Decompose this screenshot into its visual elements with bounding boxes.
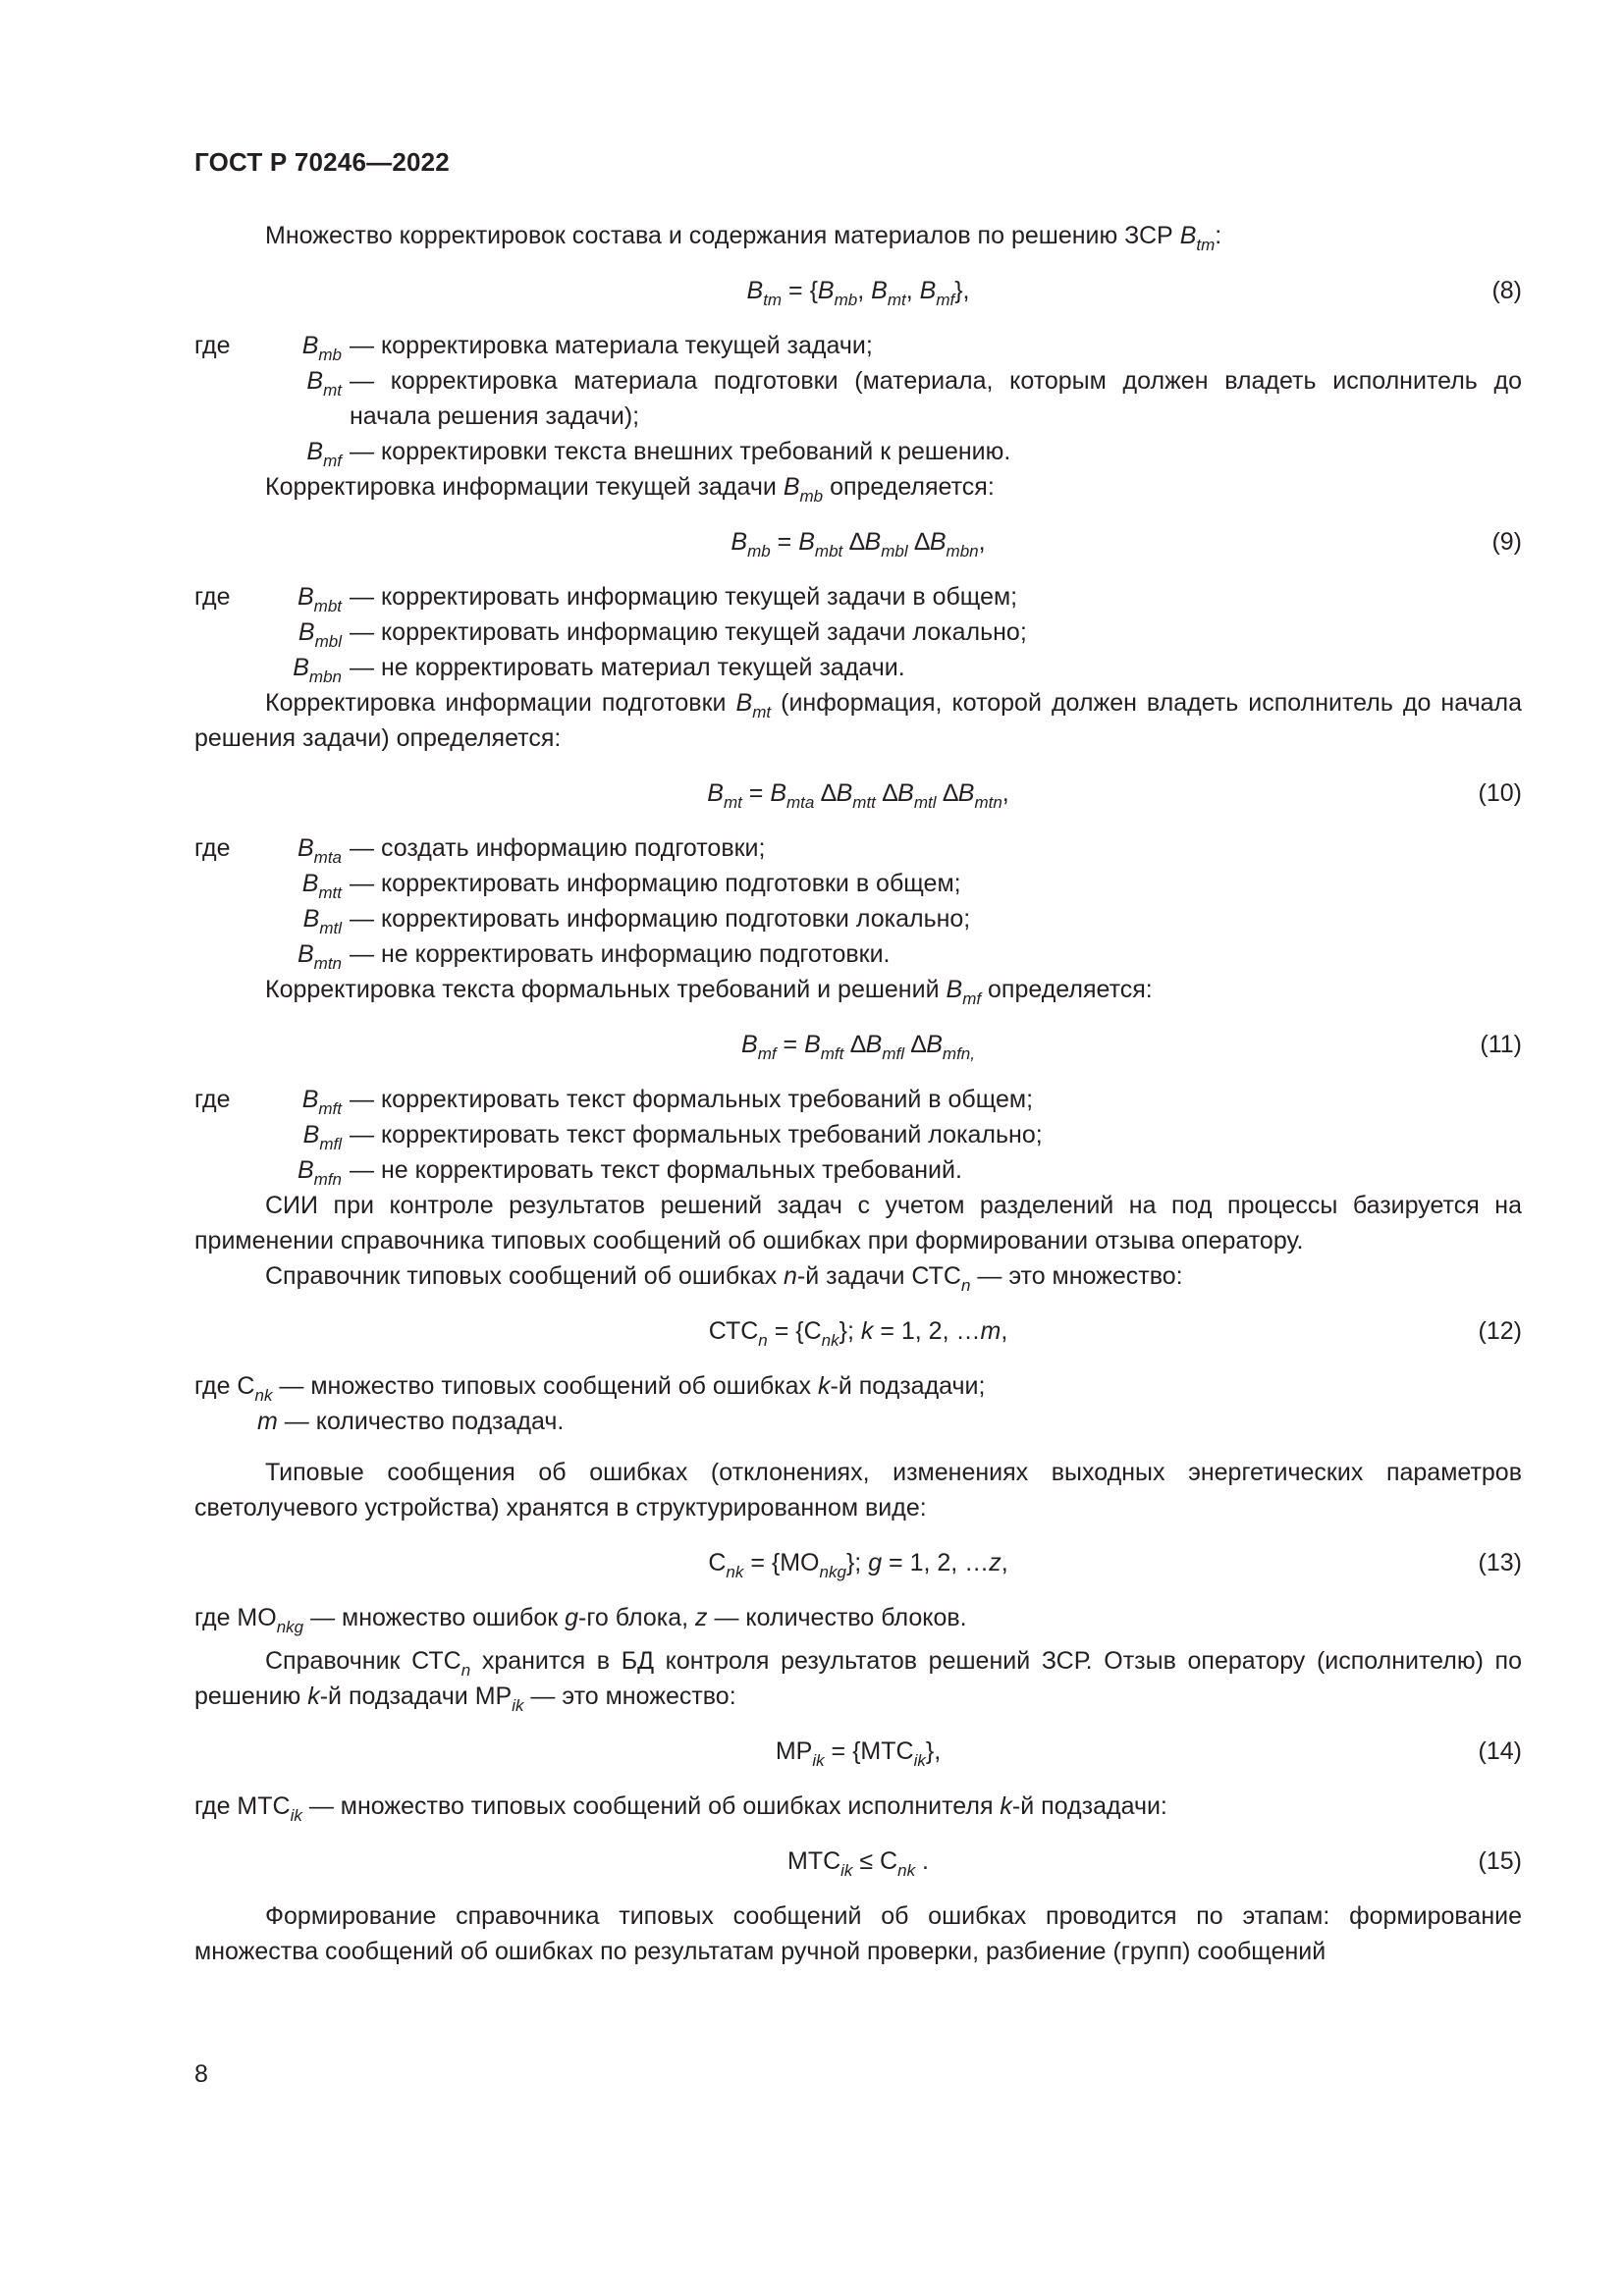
formula-number: (15) — [1478, 1847, 1522, 1875]
document-code: ГОСТ Р 70246—2022 — [194, 147, 450, 177]
formula-body: $B_{tm} = \{B_{mb}$, $B_{mt}$, $B_{mf}$}, — [746, 277, 970, 309]
definition-row: $B_{mt}$ — корректировка материала подготовки (материала, которым должен владеть исполнитель до начала решения задачи); — [306, 367, 1522, 430]
definition-cnk: где $С_{nk}$ — множество типовых сообщений об ошибках k-й подзадачи; — [194, 1372, 986, 1405]
definition-row: где $B_{mta}$ — создать информацию подготовки; — [194, 834, 766, 867]
formula-number: (8) — [1491, 277, 1522, 304]
formula-body: $МТС_{ik} \le С_{nk}$ . — [787, 1847, 929, 1880]
formula-body: $B_{mf} = B_{mft}$ $\Delta B_{mfl}$ $\Delta B_{mfn,}$ — [741, 1031, 975, 1063]
paragraph-stc: Справочник типовых сообщений об ошибках n-й задачи $СТС_n$ — это множество: — [265, 1262, 1183, 1295]
paragraph-mf: Корректировка текста формальных требований и решений $B_{mf}$ определяется: — [265, 976, 1153, 1008]
formula-13 — [194, 1545, 1522, 1580]
formula-12 — [194, 1313, 1522, 1349]
definition-row: где $B_{mb}$ — корректировка материала текущей задачи; — [194, 332, 873, 364]
definition-m: m — количество подзадач. — [257, 1408, 565, 1435]
definition-row: где $B_{mft}$ — корректировать текст формальных требований в общем; — [194, 1086, 1034, 1118]
definition-row: $B_{mfl}$ — корректировать текст формальных требований локально; — [302, 1121, 1043, 1153]
paragraph-sii: СИИ при контроле результатов решений задач с учетом разделений на под процессы базируется на применении справочника типовых сообщений об ошибках при формировании отзыва оператору. — [194, 1192, 1522, 1255]
definition-row: $B_{mbl}$ — корректировать информацию текущей задачи локально; — [298, 618, 1027, 651]
definitions-11 — [194, 1082, 1522, 1188]
definitions-8 — [194, 328, 1522, 469]
formula-8 — [194, 273, 1522, 308]
definition-mo: где $МО_{nkg}$ — множество ошибок g-го блока, z — количество блоков. — [194, 1604, 967, 1636]
paragraph-mt: Корректировка информации подготовки $B_{mt}$ (информация, которой должен владеть исполнитель до начала решения задачи) определяется: — [194, 689, 1522, 752]
formula-body: $B_{mt} = B_{mta}$ $\Delta B_{mtt}$ $\Delta B_{mtl}$ $\Delta B_{mtn}$, — [707, 779, 1009, 812]
formula-number: (11) — [1480, 1031, 1522, 1058]
definition-row: $B_{mfn}$ — не корректировать текст формальных требований. — [297, 1156, 962, 1189]
paragraph-typical-messages: Типовые сообщения об ошибках (отклонениях, изменениях выходных энергетических параметров светолучевого устройства) хранятся в структурированном виде: — [194, 1459, 1522, 1522]
paragraph-intro: Множество корректировок состава и содержания материалов по решению ЗСР $B_{tm}$: — [265, 222, 1222, 254]
paragraph-mb: Корректировка информации текущей задачи $B_{mb}$ определяется: — [265, 473, 995, 506]
definition-row: $B_{mf}$ — корректировки текста внешних требований к решению. — [306, 438, 1011, 470]
formula-number: (14) — [1478, 1737, 1522, 1765]
definition-row: где $B_{mbt}$ — корректировать информацию текущей задачи в общем; — [194, 583, 1018, 615]
paragraph-reference-storage: Справочник $СТС_n$ хранится в БД контроля результатов решений ЗСР. Отзыв оператору (исполнителю) по решению k-й подзадачи $МР_{ik}$ — это множество: — [194, 1647, 1523, 1715]
formula-15 — [194, 1843, 1522, 1879]
formula-body: $B_{mb} = B_{mbt}$ $\Delta B_{mbl}$ $\Delta B_{mbn}$, — [731, 528, 986, 561]
definition-row: $B_{mtl}$ — корректировать информацию подготовки локально; — [302, 905, 971, 937]
definitions-10 — [194, 830, 1522, 972]
formula-10 — [194, 775, 1522, 811]
formula-body: $СТС_n = \{С_{nk}\}$; k = 1, 2, …m, — [708, 1317, 1008, 1350]
definition-row: $B_{mbn}$ — не корректировать материал текущей задачи. — [293, 654, 905, 686]
formula-number: (12) — [1478, 1317, 1522, 1345]
formula-number: (13) — [1478, 1549, 1522, 1576]
formula-body: $МР_{ik} = \{МТС_{ik}\}$, — [775, 1737, 942, 1770]
formula-number: (10) — [1478, 779, 1522, 807]
page-number: 8 — [194, 2060, 208, 2088]
paragraph-forming-reference: Формирование справочника типовых сообщений об ошибках проводится по этапам: формирование множества сообщений об ошибках по результатам ручной проверки, разбиение (групп) сообщений — [194, 1902, 1522, 1965]
definition-mtc: где $МТС_{ik}$ — множество типовых сообщений об ошибках исполнителя k-й подзадачи: — [194, 1792, 1167, 1825]
formula-body: $С_{nk} = \{МО_{nkg}\}$; g = 1, 2, …z, — [708, 1549, 1008, 1581]
formula-number: (9) — [1491, 528, 1522, 556]
document-body — [194, 218, 1522, 1969]
formula-11 — [194, 1027, 1522, 1062]
definitions-9 — [194, 579, 1522, 685]
definition-row: $B_{mtn}$ — не корректировать информацию подготовки. — [297, 940, 891, 973]
definition-row: $B_{mtt}$ — корректировать информацию подготовки в общем; — [301, 870, 961, 902]
formula-9 — [194, 524, 1522, 560]
formula-14 — [194, 1734, 1522, 1769]
